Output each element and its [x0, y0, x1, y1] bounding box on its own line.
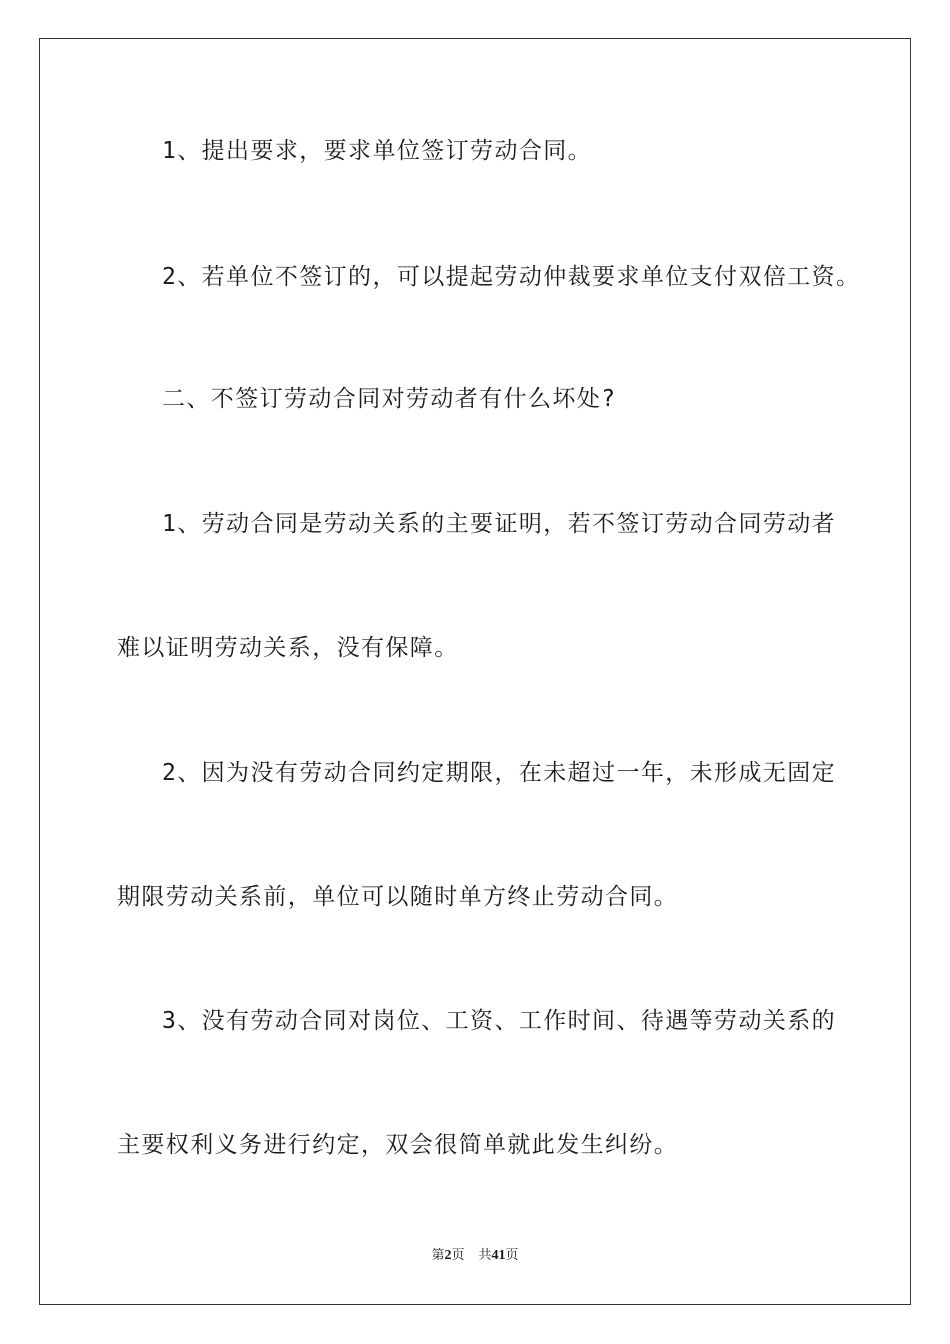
paragraph-2: 2、若单位不签订的，可以提起劳动仲裁要求单位支付双倍工资。: [162, 264, 861, 290]
paragraph-3-continued: 难以证明劳动关系，没有保障。: [117, 635, 459, 661]
paragraph-4: 2、因为没有劳动合同约定期限，在未超过一年，未形成无固定: [162, 760, 837, 786]
section-heading: 二、不签订劳动合同对劳动者有什么坏处?: [162, 386, 617, 412]
page-prefix: 第: [431, 1248, 445, 1263]
total-prefix: 共: [478, 1248, 492, 1263]
paragraph-3: 1、劳动合同是劳动关系的主要证明，若不签订劳动合同劳动者: [162, 511, 837, 537]
paragraph-1: 1、提出要求，要求单位签订劳动合同。: [162, 138, 593, 164]
page-suffix: 页: [451, 1248, 465, 1263]
total-suffix: 页: [505, 1248, 519, 1263]
page-footer: [0, 1247, 950, 1265]
paragraph-5-continued: 主要权利义务进行约定，双会很简单就此发生纠纷。: [117, 1132, 679, 1158]
paragraph-4-continued: 期限劳动关系前，单位可以随时单方终止劳动合同。: [117, 884, 679, 910]
total-pages: 41: [491, 1248, 506, 1263]
page-number: 2: [444, 1248, 452, 1263]
paragraph-5: 3、没有劳动合同对岗位、工资、工作时间、待遇等劳动关系的: [162, 1008, 837, 1034]
page-border: [39, 38, 911, 1305]
